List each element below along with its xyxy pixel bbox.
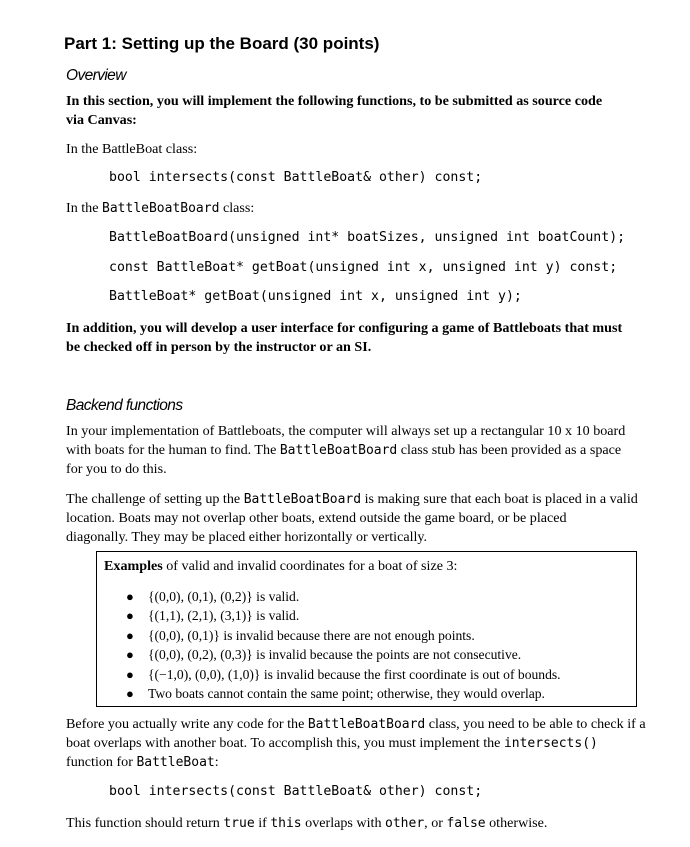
bullet-icon: ● <box>126 666 134 682</box>
para3-text-e: : <box>214 754 219 770</box>
examples-title-bold: Examples <box>104 558 163 574</box>
para2-text-b: is making sure that each boat is placed in a valid <box>361 491 638 507</box>
list-item <box>115 626 630 645</box>
list-item <box>115 665 630 684</box>
backend-heading: Backend functions <box>66 397 183 414</box>
final-text-d: , or <box>424 815 447 831</box>
board-class-name: BattleBoatBoard <box>102 201 220 216</box>
para1-line-1: In your implementation of Battleboats, the computer will always set up a rectangular 10 x 10 board <box>66 423 626 439</box>
bullet-icon: ● <box>126 608 134 624</box>
bullet-icon: ● <box>126 627 134 643</box>
examples-title-rest: of valid and invalid coordinates for a boat of size 3: <box>162 558 458 574</box>
code-constructor: BattleBoatBoard(unsigned int* boatSizes, unsigned int boatCount); <box>109 230 626 245</box>
code-intersects-again: bool intersects(const BattleBoat& other) const; <box>109 784 483 799</box>
list-item <box>115 645 630 664</box>
examples-title <box>104 557 457 577</box>
para3-line-2 <box>66 734 598 754</box>
example-text: {(−1,0), (0,0), (1,0)} is invalid because the first coordinate is out of bounds. <box>148 666 561 682</box>
final-code-false: false <box>446 816 486 831</box>
para2-line-1 <box>66 490 638 510</box>
board-class-prefix: In the <box>66 200 103 216</box>
bullet-icon: ● <box>126 589 134 604</box>
battleboat-class-line: In the BattleBoat class: <box>66 141 198 157</box>
addition-line-2: be checked off in person by the instructor or an SI. <box>66 339 372 355</box>
final-text-e: otherwise. <box>485 815 548 831</box>
para2-line-3: diagonally. They may be placed either horizontally or vertically. <box>66 529 428 545</box>
examples-list <box>115 587 630 703</box>
para3-text-c: boat overlaps with another boat. To accomplish this, you must implement the <box>66 735 504 751</box>
list-item <box>115 606 630 625</box>
intro-line-2: via Canvas: <box>66 112 137 128</box>
para2-text-a: The challenge of setting up the <box>66 491 244 507</box>
para3-line-3 <box>66 753 219 773</box>
code-intersects: bool intersects(const BattleBoat& other) const; <box>109 170 483 185</box>
bullet-icon: ● <box>126 686 134 702</box>
example-text: {(0,0), (0,2), (0,3)} is invalid because the points are not consecutive. <box>148 647 522 663</box>
para1-text-b: class stub has been provided as a space <box>397 442 622 458</box>
examples-box <box>96 551 637 707</box>
example-text: {(1,1), (2,1), (3,1)} is valid. <box>148 608 300 624</box>
para2-code: BattleBoatBoard <box>243 492 362 507</box>
list-item <box>115 587 630 606</box>
para3-text-b: class, you need to be able to check if a <box>425 716 646 732</box>
final-line <box>66 814 547 834</box>
para3-line-1 <box>66 715 646 735</box>
final-text-b: if <box>254 815 271 831</box>
para1-line-3: for you to do this. <box>66 461 167 477</box>
code-getboat: BattleBoat* getBoat(unsigned int x, unsigned int y); <box>109 289 522 304</box>
para3-text-a: Before you actually write any code for the <box>66 716 308 732</box>
final-code-true: true <box>223 816 255 831</box>
part-title: Part 1: Setting up the Board (30 points) <box>64 34 380 53</box>
example-text: {(0,0), (0,1)} is invalid because there are not enough points. <box>148 627 475 643</box>
list-item <box>115 684 630 703</box>
addition-line-1: In addition, you will develop a user interface for configuring a game of Battleboats that must <box>66 320 623 336</box>
para1-text-a: with boats for the human to find. The <box>66 442 280 458</box>
para1-code: BattleBoatBoard <box>279 443 398 458</box>
overview-heading: Overview <box>66 67 126 84</box>
code-getboat-const: const BattleBoat* getBoat(unsigned int x, unsigned int y) const; <box>109 260 618 275</box>
example-text: Two boats cannot contain the same point; otherwise, they would overlap. <box>148 686 545 702</box>
final-text-c: overlaps with <box>301 815 386 831</box>
para3-code: BattleBoatBoard <box>307 717 426 732</box>
para3-battleboat-code: BattleBoat <box>136 755 215 770</box>
final-code-other: other <box>385 816 425 831</box>
final-text-a: This function should return <box>66 815 224 831</box>
para3-text-d: function for <box>66 754 137 770</box>
para2-line-2: location. Boats may not overlap other boats, extend outside the game board, or be placed <box>66 510 567 526</box>
bullet-icon: ● <box>126 647 134 663</box>
para3-intersects-code: intersects() <box>503 736 598 751</box>
example-text: {(0,0), (0,1), (0,2)} is valid. <box>148 589 300 604</box>
board-class-line <box>66 199 254 219</box>
board-class-suffix: class: <box>219 200 255 216</box>
intro-line-1: In this section, you will implement the following functions, to be submitted as source code <box>66 93 603 109</box>
para1-line-2 <box>66 441 621 461</box>
final-code-this: this <box>270 816 302 831</box>
